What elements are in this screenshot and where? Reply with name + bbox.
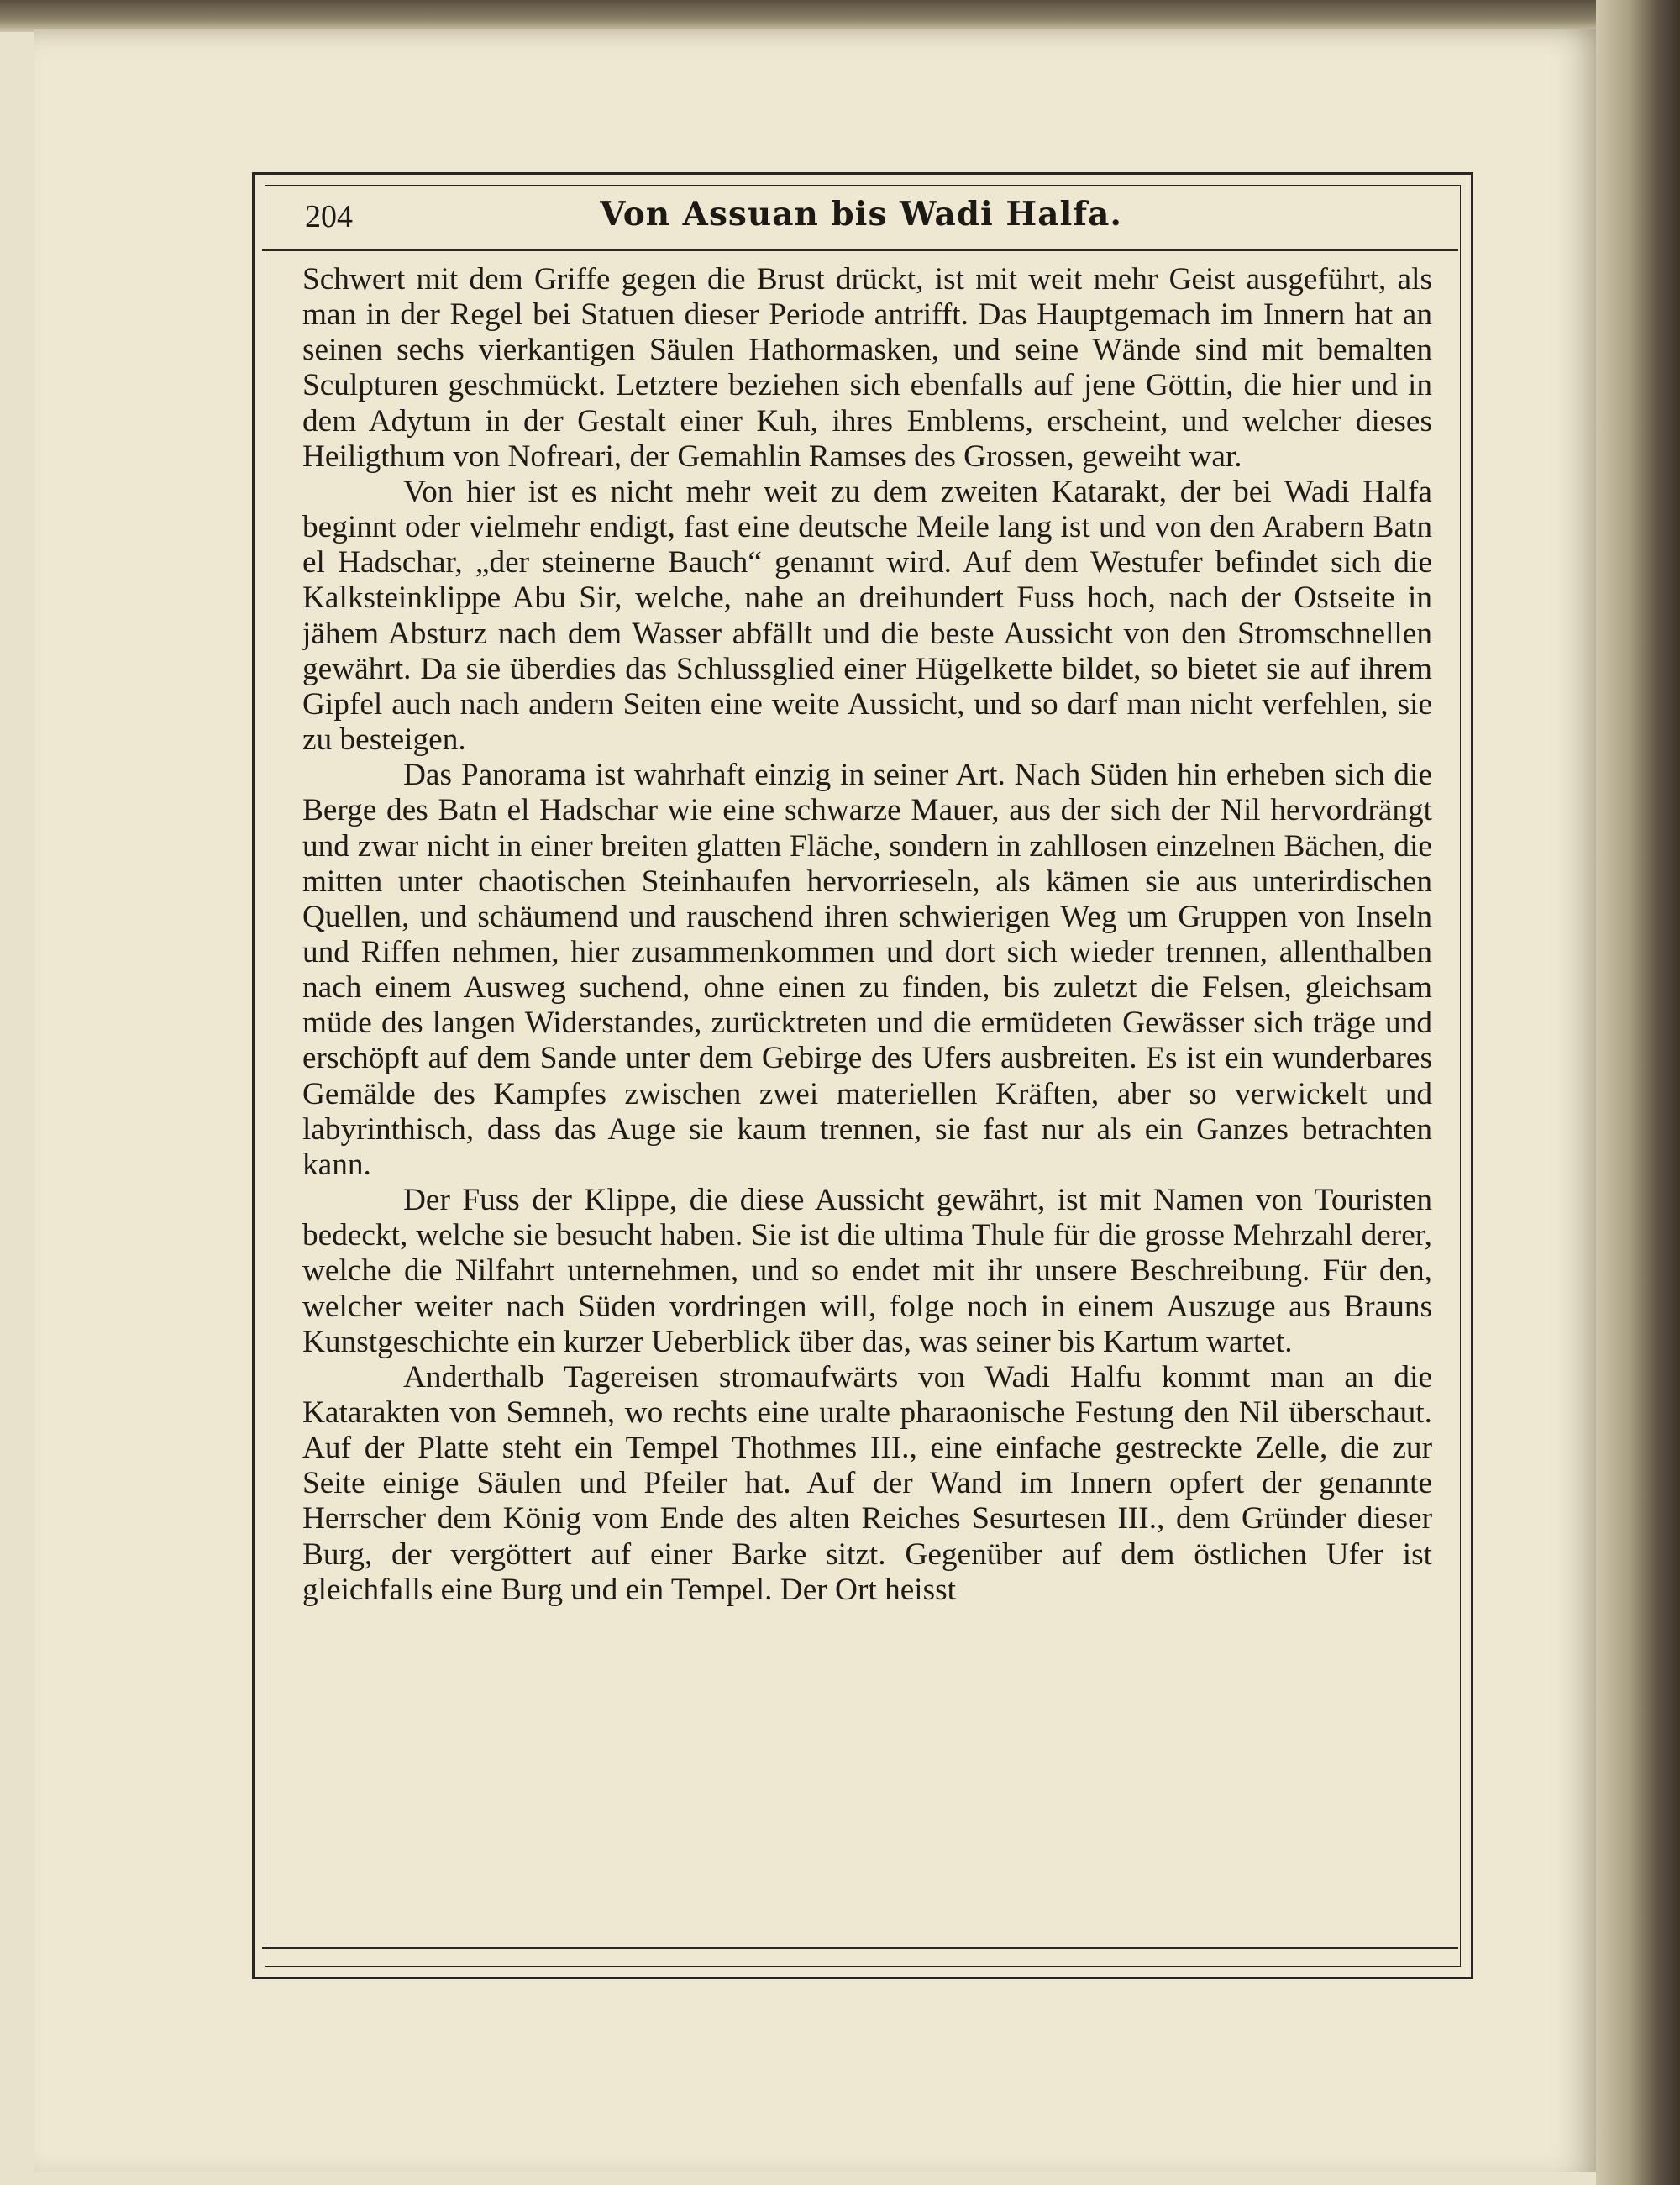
scan-edge (0, 0, 1680, 32)
paragraph: Der Fuss der Klippe, die diese Aussicht gewährt, ist mit Namen von Touristen bedeckt, welche sie besucht haben. Sie ist die ultima Thule für die grosse Mehrzahl derer, welche die Nilfahrt unternehmen, und so endet mit ihr unsere Beschreibung. Für den, welcher weiter nach Süden vordringen will, folge noch in einem Auszuge aus Brauns Kunstgeschichte ein kurzer Ueberblick über das, was seiner bis Kartum wartet. (302, 1183, 1432, 1359)
paragraph: Schwert mit dem Griffe gegen die Brust drückt, ist mit weit mehr Geist ausgeführt, als man in der Regel bei Statuen dieser Periode antrifft. Das Hauptgemach im Innern hat an seinen sechs vierkantigen Säulen Hathormasken, und seine Wände sind mit bemalten Sculpturen geschmückt. Letztere beziehen sich ebenfalls auf jene Göttin, die hier und in dem Adytum in der Gestalt einer Kuh, ihres Emblems, erscheint, und welcher dieses Heiligthum von Nofreari, der Gemahlin Ramses des Grossen, geweiht war. (302, 262, 1432, 474)
paragraph: Von hier ist es nicht mehr weit zu dem zweiten Katarakt, der bei Wadi Halfa beginnt oder vielmehr endigt, fast eine deutsche Meile lang ist und von den Arabern Batn el Hadschar, „der steinerne Bauch“ genannt wird. Auf dem Westufer befindet sich die Kalksteinklippe Abu Sir, welche, nahe an dreihundert Fuss hoch, nach der Ostseite in jähem Absturz nach dem Wasser abfällt und die beste Aussicht von den Stromschnellen gewährt. Da sie überdies das Schlussglied einer Hügelkette bildet, so bietet sie auf ihrem Gipfel auch nach andern Seiten eine weite Aussicht, und so darf man nicht verfehlen, sie zu besteigen. (302, 474, 1432, 758)
page-number: 204 (305, 199, 353, 234)
header-rule (262, 249, 1458, 251)
paragraph: Anderthalb Tagereisen stromaufwärts von Wadi Halfu kommt man an die Katarakten von Semneh, wo rechts eine uralte pharaonische Festung den Nil überschaut. Auf der Platte steht ein Tempel Thothmes III., eine einfache gestreckte Zelle, die zur Seite einige Säulen und Pfeiler hat. Auf der Wand im Innern opfert der genannte Herrscher dem König vom Ende des alten Reiches Sesurtesen III., dem Gründer dieser Burg, der vergöttert auf einer Barke sitzt. Gegenüber auf dem östlichen Ufer ist gleichfalls eine Burg und ein Tempel. Der Ort heisst (302, 1359, 1432, 1607)
paragraph: Das Panorama ist wahrhaft einzig in seiner Art. Nach Süden hin erheben sich die Berge des Batn el Hadschar wie eine schwarze Mauer, aus der sich der Nil hervordrängt und zwar nicht in einer breiten glatten Fläche, sondern in zahllosen einzelnen Bächen, die mitten unter chaotischen Steinhaufen hervorrieseln, als kämen sie aus unterirdischen Quellen, und schäumend und rauschend ihren schwierigen Weg um Gruppen von Inseln und Riffen nehmen, hier zusammenkommen und dort sich wieder trennen, allenthalben nach einem Ausweg suchend, ohne einen zu finden, bis zuletzt die Felsen, gleichsam müde des langen Widerstandes, zurücktreten und die ermüdeten Gewässer sich träge und erschöpft auf dem Sande unter dem Gebirge des Ufers ausbreiten. Es ist ein wunderbares Gemälde des Kampfes zwischen zwei materiellen Kräften, aber so verwickelt und labyrinthisch, dass das Auge sie kaum trennen, sie fast nur als ein Ganzes betrachten kann. (302, 758, 1432, 1182)
book-spine (1596, 0, 1680, 2185)
running-header (290, 195, 1432, 245)
body-text (302, 262, 1432, 1608)
footer-rule (262, 1947, 1458, 1949)
running-title: Von Assuan bis Wadi Halfa. (600, 195, 1122, 234)
